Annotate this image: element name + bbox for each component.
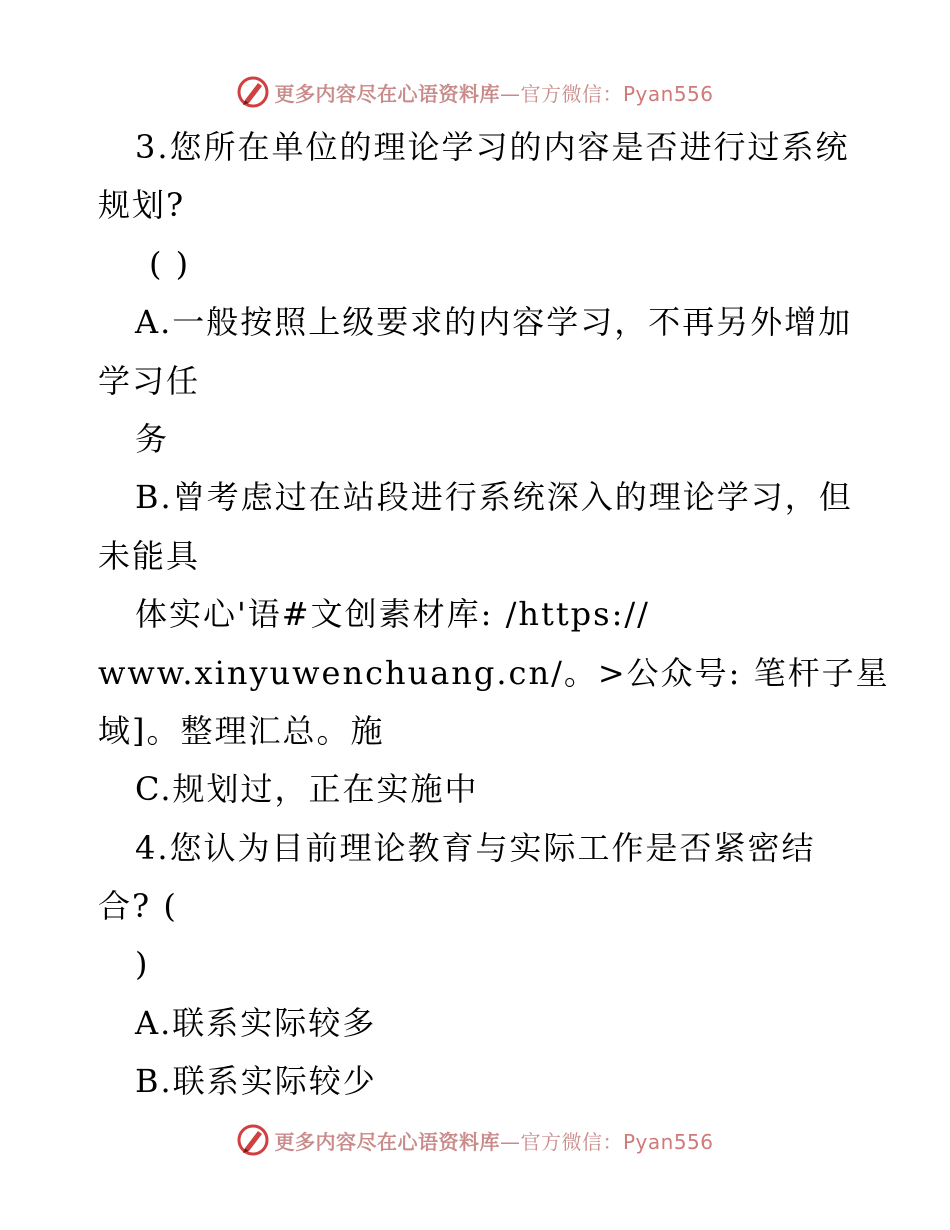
document-body bbox=[98, 118, 890, 1111]
banner-wechat-label: 官方微信： bbox=[520, 81, 623, 106]
footer-banner bbox=[0, 1120, 950, 1160]
option-a-line-2: 学习任 bbox=[98, 361, 201, 400]
pen-logo-icon bbox=[236, 75, 270, 109]
question-4-line-1: 4.您认为目前理论教育与实际工作是否紧密结 bbox=[135, 828, 816, 867]
answer-bracket-close: ) bbox=[135, 945, 150, 984]
banner-wechat-id: Pyan556 bbox=[622, 1129, 714, 1154]
banner-wechat-id: Pyan556 bbox=[622, 81, 714, 106]
option-a-line-1: A.一般按照上级要求的内容学习，不再另外增加 bbox=[135, 303, 853, 342]
banner-title: 更多内容尽在心语资料库 bbox=[274, 1129, 500, 1154]
banner-dash: — bbox=[499, 1129, 521, 1154]
answer-bracket: ( ) bbox=[149, 244, 191, 283]
question-3-line-1: 3.您所在单位的理论学习的内容是否进行过系统 bbox=[135, 128, 850, 166]
question-4-line-2: 合? ( bbox=[98, 887, 178, 926]
option-b-line-3: 体实心'语#文创素材库: /https:// bbox=[135, 595, 650, 634]
option-b-line-4: www.xinyuwenchuang.cn/。>公众号: 笔杆子星 bbox=[98, 653, 890, 692]
q4-option-a: A.联系实际较多 bbox=[135, 1003, 377, 1042]
option-c: C.规划过，正在实施中 bbox=[135, 770, 479, 809]
question-3-line-2: 规划? bbox=[98, 186, 186, 225]
option-a-line-3: 务 bbox=[135, 419, 170, 458]
banner-title: 更多内容尽在心语资料库 bbox=[274, 81, 500, 106]
option-b-line-2: 未能具 bbox=[98, 536, 201, 575]
banner-wechat-label: 官方微信： bbox=[520, 1129, 623, 1154]
banner-text bbox=[274, 78, 713, 107]
option-b-line-1: B.曾考虑过在站段进行系统深入的理论学习，但 bbox=[135, 478, 853, 517]
header-banner bbox=[0, 72, 950, 112]
pen-logo-icon bbox=[236, 1123, 270, 1157]
banner-text bbox=[274, 1126, 713, 1155]
banner-dash: — bbox=[499, 81, 521, 106]
q4-option-b: B.联系实际较少 bbox=[135, 1062, 377, 1101]
option-b-line-5: 域]。整理汇总。施 bbox=[98, 711, 385, 750]
